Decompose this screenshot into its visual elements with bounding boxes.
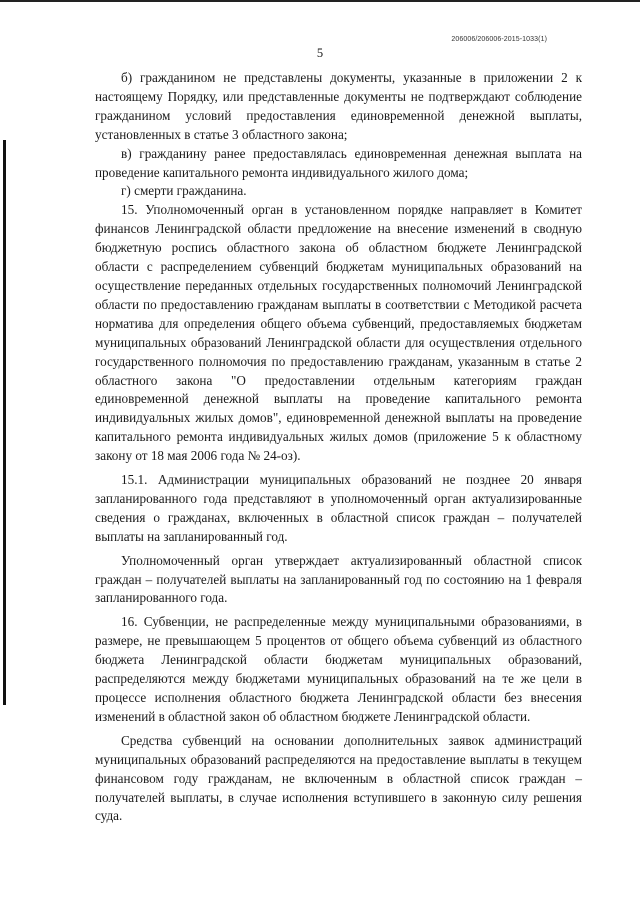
document-body bbox=[95, 69, 582, 826]
paragraph-clause-v: в) гражданину ранее предоставлялась единовременная денежная выплата на проведение капитального ремонта индивидуального жилого дома; bbox=[95, 145, 582, 180]
paragraph-item-16-continued: Средства субвенций на основании дополнительных заявок администраций муниципальных образований распределяются на предоставление выплаты в текущем финансовом году гражданам, не включенным в областной список граждан – получателей выплаты, в случае исполнения вступившего в законную силу решения суда. bbox=[95, 732, 582, 824]
paragraph-clause-b: б) гражданином не представлены документы, указанные в приложении 2 к настоящему Порядку, или представленные документы не подтверждают соблюдение гражданином условий предоставления единовременной денежной выплаты, установленных в статье 3 областного закона; bbox=[95, 70, 582, 142]
page-number: 5 bbox=[316, 46, 324, 60]
scan-margin-mark bbox=[3, 140, 6, 705]
paragraph-item-16: 16. Субвенции, не распределенные между муниципальными образованиями, в размере, не превышающем 5 процентов от общего объема субвенций из областного бюджета Ленинградской области бюджетам муниципальных образований, распределяются между бюджетами муниципальных образований на те же цели в процессе исполнения областного бюджета Ленинградской области без внесения изменений в областной закон об областном бюджете Ленинградской области. bbox=[95, 614, 582, 724]
document-id: 206006/206006-2015-1033(1) bbox=[451, 36, 547, 43]
paragraph-item-15-1-continued: Уполномоченный орган утверждает актуализированный областной список граждан – получателей выплаты на запланированный год по состоянию на 1 февраля запланированного года. bbox=[95, 552, 582, 606]
paragraph-clause-g: г) смерти гражданина. bbox=[121, 183, 247, 199]
paragraph-item-15-1: 15.1. Администрации муниципальных образований не позднее 20 января запланированного года представляют в уполномоченный орган актуализированные сведения о гражданах, включенных в областной список граждан – получателей выплаты на запланированный год. bbox=[95, 472, 582, 544]
paragraph-item-15: 15. Уполномоченный орган в установленном порядке направляет в Комитет финансов Ленинградской области предложение на внесение изменений в сводную бюджетную роспись областного закона об областном бюджете Ленинградской области с распределением субвенций бюджетам муниципальных образований на осуществление переданных отдельных государственных полномочий Ленинградской области по предоставлению гражданам выплаты в соответствии с Методикой расчета норматива для определения общего объема субвенций, предоставляемых бюджетам муниципальных образований Ленинградской области для осуществления отдельного государственного полномочия по предоставлению гражданам, указанным в статье 2 областного закона "О предоставлении отдельным категориям граждан единовременной денежной выплаты на проведение капитального ремонта индивидуальных жилых домов", единовременной денежной выплаты на проведение капитального ремонта индивидуальных жилых домов (приложение 5 к областному закону от 18 мая 2006 года № 24-оз). bbox=[95, 202, 582, 464]
top-border-line bbox=[0, 0, 640, 2]
